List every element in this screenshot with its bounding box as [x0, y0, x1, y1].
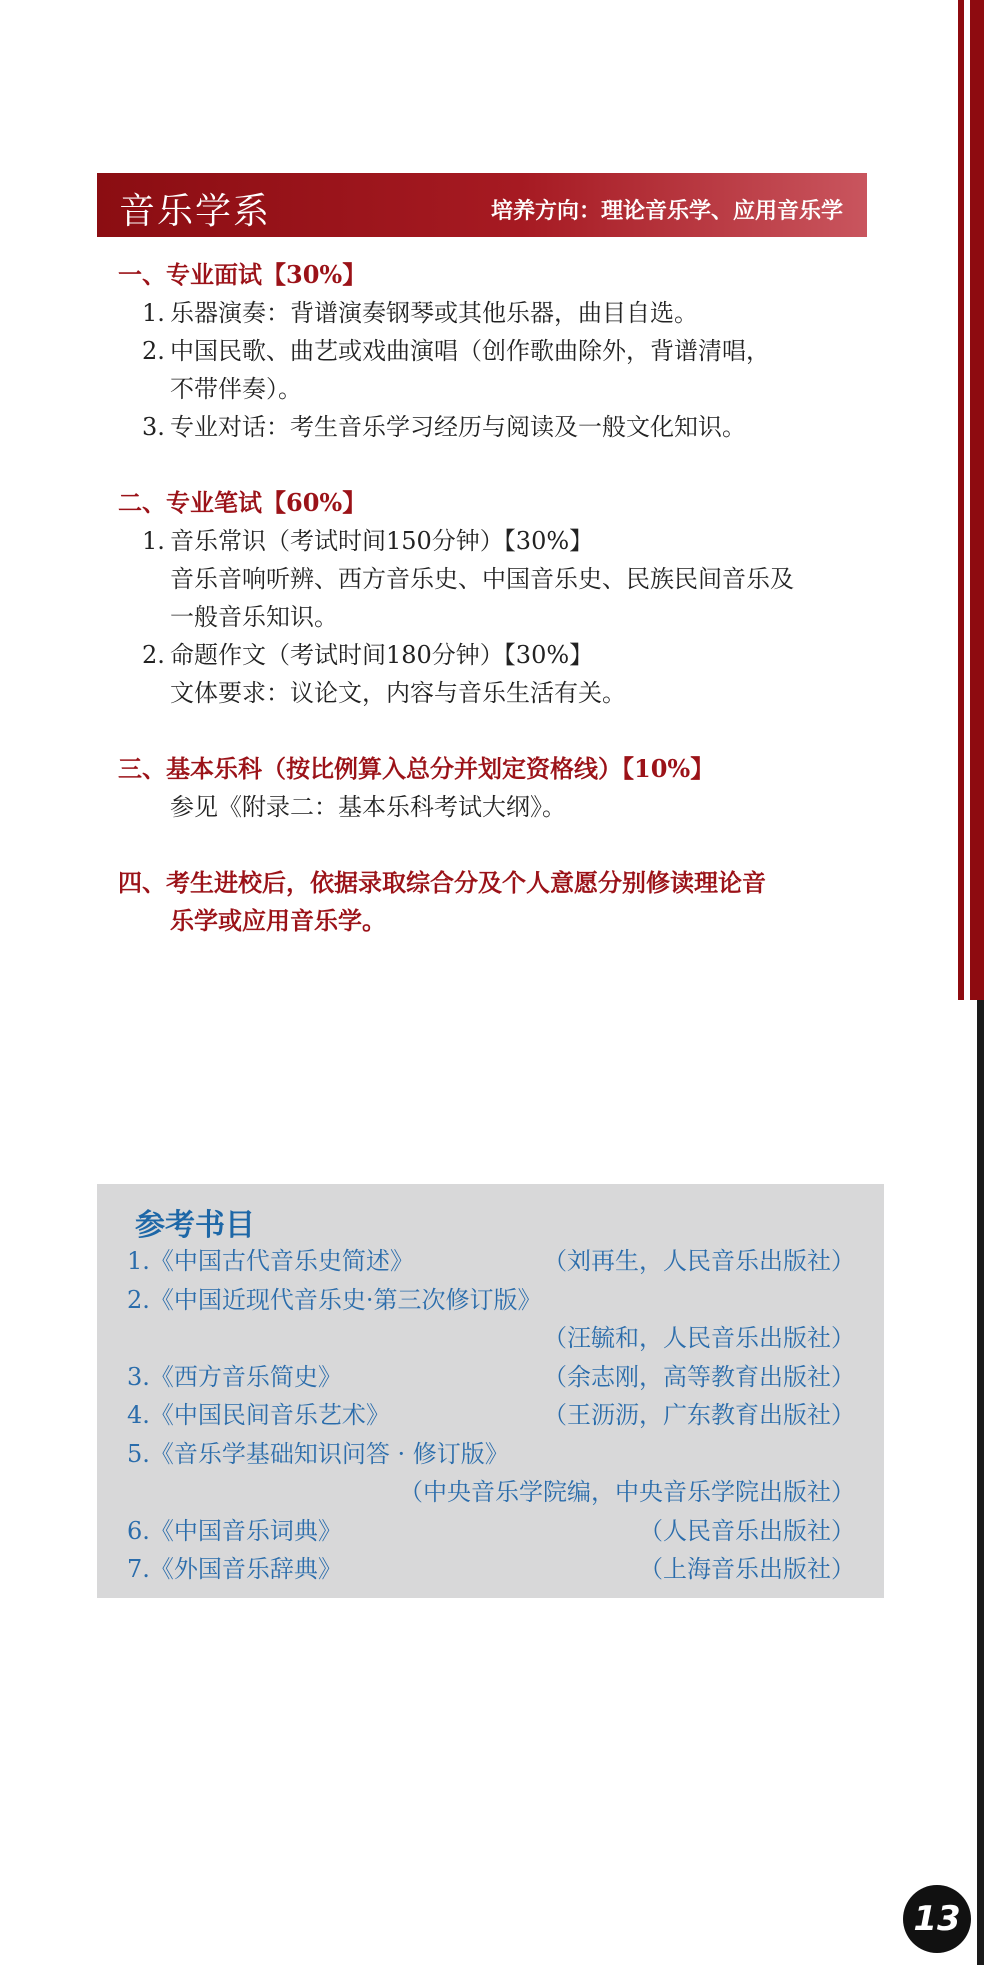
list-item — [118, 408, 878, 446]
reference-row — [127, 1242, 855, 1281]
item-text: 乐器演奏：背谱演奏钢琴或其他乐器，曲目自选。 — [170, 299, 698, 327]
item-text: 专业对话：考生音乐学习经历与阅读及一般文化知识。 — [170, 413, 746, 441]
reference-row — [127, 1358, 855, 1397]
item-number: 2. — [142, 641, 165, 669]
section-basic-theory-text: 参见《附录二：基本乐科考试大纲》。 — [170, 793, 566, 821]
reference-row — [127, 1396, 855, 1435]
book-title: 7.《外国音乐辞典》 — [127, 1555, 342, 1583]
item-continuation: 文体要求：议论文，内容与音乐生活有关。 — [170, 679, 626, 707]
book-title: 2.《中国近现代音乐史·第三次修订版》 — [127, 1285, 542, 1314]
item-text: 中国民歌、曲艺或戏曲演唱（创作歌曲除外，背谱清唱， — [170, 337, 770, 365]
section-enrollment-note: 四、考生进校后，依据录取综合分及个人意愿分别修读理论音 — [118, 868, 766, 897]
item-number: 1. — [142, 299, 165, 327]
department-header — [97, 173, 867, 237]
item-number: 1. — [142, 527, 165, 555]
reference-row — [127, 1512, 855, 1551]
section-interview-title: 一、专业面试【30%】 — [118, 260, 367, 289]
reference-row — [127, 1473, 855, 1512]
item-continuation: 不带伴奏）。 — [170, 375, 302, 403]
book-title: 6.《中国音乐词典》 — [127, 1516, 342, 1545]
book-title: 1.《中国古代音乐史简述》 — [127, 1247, 414, 1275]
item-number: 3. — [142, 413, 165, 441]
item-text: 音乐常识（考试时间150分钟）【30%】 — [170, 527, 594, 555]
edge-bar-lower — [977, 1000, 984, 1965]
list-item — [118, 294, 878, 332]
list-item — [118, 636, 878, 674]
book-publisher: （中央音乐学院编，中央音乐学院出版社） — [399, 1478, 855, 1506]
reference-row — [127, 1435, 855, 1474]
list-item — [118, 522, 878, 560]
edge-bar-thick — [970, 0, 984, 1000]
section-enrollment-note-cont: 乐学或应用音乐学。 — [170, 906, 386, 935]
book-publisher: （人民音乐出版社） — [639, 1516, 855, 1545]
book-title: 5.《音乐学基础知识问答 · 修订版》 — [127, 1439, 509, 1468]
reference-books-title: 参考书目 — [135, 1208, 255, 1243]
item-text: 命题作文（考试时间180分钟）【30%】 — [170, 641, 594, 669]
page-number: 13 — [903, 1885, 971, 1953]
edge-bar-thin — [958, 0, 964, 1000]
reference-row — [127, 1281, 855, 1320]
reference-row — [127, 1319, 855, 1358]
book-publisher: （王沥沥，广东教育出版社） — [543, 1401, 855, 1429]
reference-list — [127, 1242, 855, 1589]
list-item — [118, 332, 878, 370]
item-number: 2. — [142, 337, 165, 365]
item-continuation: 一般音乐知识。 — [170, 603, 338, 631]
training-direction: 培养方向：理论音乐学、应用音乐学 — [490, 198, 843, 224]
item-continuation: 音乐音响听辨、西方音乐史、中国音乐史、民族民间音乐及 — [170, 565, 794, 593]
reference-row — [127, 1550, 855, 1589]
book-publisher: （余志刚，高等教育出版社） — [543, 1362, 855, 1391]
section-basic-theory-title: 三、基本乐科（按比例算入总分并划定资格线）【10%】 — [118, 754, 715, 783]
exam-content — [118, 256, 878, 940]
department-title: 音乐学系 — [119, 191, 272, 232]
reference-books-box — [97, 1184, 884, 1598]
book-publisher: （上海音乐出版社） — [639, 1555, 855, 1583]
book-publisher: （汪毓和，人民音乐出版社） — [543, 1324, 855, 1352]
book-publisher: （刘再生，人民音乐出版社） — [543, 1247, 855, 1275]
book-title: 3.《西方音乐简史》 — [127, 1362, 342, 1391]
section-written-title: 二、专业笔试【60%】 — [118, 488, 367, 517]
book-title: 4.《中国民间音乐艺术》 — [127, 1401, 390, 1429]
